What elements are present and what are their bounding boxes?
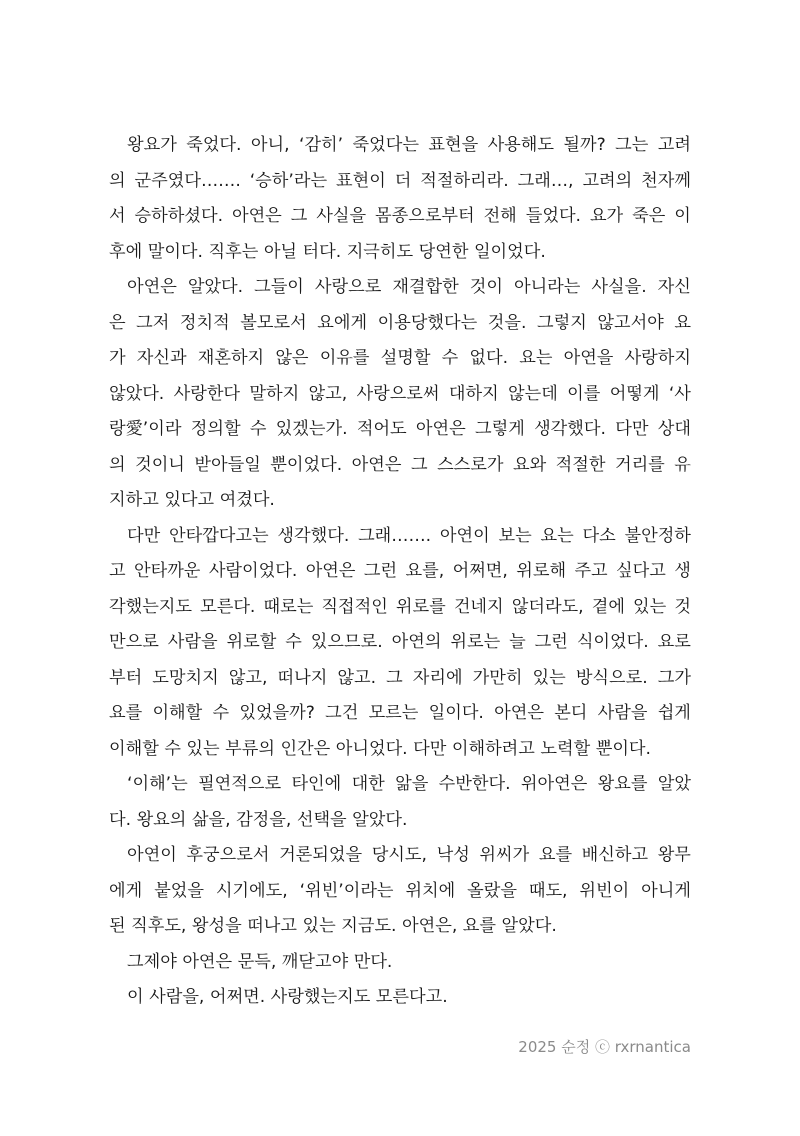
word: 다. xyxy=(109,809,132,830)
word: ‘사 xyxy=(668,383,691,404)
word: 왕성을 xyxy=(191,916,242,936)
word: 받아들일 xyxy=(194,454,261,475)
word: 그 xyxy=(410,454,428,475)
word: 부류의 xyxy=(225,738,275,759)
word: 떠나고 xyxy=(247,916,298,936)
word: 않고, xyxy=(308,383,348,404)
word: 그런 xyxy=(363,561,398,581)
word: 아연의 xyxy=(391,632,442,652)
word: 사람을 xyxy=(167,632,218,652)
word: 죽었다는 xyxy=(352,135,419,155)
word: 있는 xyxy=(302,916,336,936)
word: 가만히 xyxy=(472,667,523,688)
word: 수반한다. xyxy=(438,774,511,794)
text-line xyxy=(109,980,691,1016)
word: 아니었다. xyxy=(335,738,408,759)
word: 곁에 xyxy=(591,596,625,617)
text-line xyxy=(109,164,691,200)
word: 적절하리라. xyxy=(420,170,509,191)
word: 이 xyxy=(674,206,691,226)
text-line xyxy=(109,483,691,519)
word: 위로할 xyxy=(226,632,277,652)
word: 그런 xyxy=(534,632,568,652)
word: 그저 xyxy=(136,312,170,333)
word: 랑愛’이라 xyxy=(109,419,182,439)
text-line xyxy=(109,696,691,732)
word: 생 xyxy=(674,561,691,581)
word: 왕요를 xyxy=(597,774,648,794)
word: 이용당했다는 xyxy=(377,312,478,333)
word: 전해 xyxy=(483,206,517,226)
word: 식이었다. xyxy=(576,632,649,652)
word: 인간은 xyxy=(280,738,331,759)
word: 사랑한다 xyxy=(173,383,241,404)
text-line xyxy=(109,270,691,306)
word: 위씨가 xyxy=(479,845,530,865)
word: 그들이 xyxy=(254,277,304,297)
word: 그건 xyxy=(325,703,359,723)
word: 이해할 xyxy=(152,703,203,723)
word: 선택을 xyxy=(296,809,347,830)
text-line xyxy=(109,945,691,981)
word: 이해하려고 xyxy=(451,738,535,759)
word: 왕요의 xyxy=(136,809,187,830)
word: 이 xyxy=(127,987,144,1007)
word: 그 xyxy=(386,667,403,688)
word: 그래…, xyxy=(517,170,574,191)
word: 사실을 xyxy=(316,206,367,226)
word: 않고. xyxy=(337,667,377,688)
word: 대하지 xyxy=(448,383,499,404)
word: 때도, xyxy=(528,880,568,901)
word: 일이었다. xyxy=(473,241,546,262)
word: 생각했다. xyxy=(277,525,350,546)
word: 직접적인 xyxy=(321,596,388,617)
word: 아연은 xyxy=(305,561,356,581)
word: 때로는 xyxy=(263,596,314,617)
text-line xyxy=(109,306,691,342)
word: 요에게 xyxy=(317,312,368,333)
word: 알았다. xyxy=(187,277,244,297)
text-line xyxy=(109,767,691,803)
word: 불안정하 xyxy=(624,525,691,546)
word: 유 xyxy=(674,454,691,475)
word: 사랑으로 xyxy=(314,277,382,297)
word: ‘승하’라는 xyxy=(249,170,328,191)
text-line xyxy=(109,412,691,448)
word: 붙었을 xyxy=(154,880,204,901)
text-line xyxy=(109,625,691,661)
word: 만으로 xyxy=(109,632,159,652)
word: 요를 xyxy=(462,916,497,936)
copyright-footer: 2025 순정 ⓒ rxrnantica xyxy=(518,1038,691,1056)
word: 아연은 xyxy=(127,277,177,297)
word: 것이니 xyxy=(135,454,185,475)
word: 그래……. xyxy=(358,525,432,546)
text-line xyxy=(109,128,691,164)
word: 자신과 xyxy=(136,348,187,368)
word: 여겼다. xyxy=(219,490,275,510)
word: 재혼하지 xyxy=(197,348,265,368)
word: 있는 xyxy=(186,738,220,759)
word: 지금도. xyxy=(341,916,397,936)
word: 사랑하지 xyxy=(624,348,691,368)
word: ‘이해’는 xyxy=(127,774,188,794)
word: 스스로가 xyxy=(437,454,504,475)
word: 아연은 xyxy=(231,206,282,226)
word: 이해할 xyxy=(109,738,159,759)
word: 재결합한 xyxy=(392,277,459,297)
word: 몸종으로부터 xyxy=(375,206,475,226)
text-line xyxy=(109,448,691,484)
word: 안타깝다고는 xyxy=(169,525,269,546)
word: 볼모로서 xyxy=(240,312,307,333)
word: 위로를 xyxy=(395,596,446,617)
word: 싶다고 xyxy=(616,561,666,581)
word: 뿐이다. xyxy=(595,738,651,759)
word: 어쩌면, xyxy=(452,561,508,581)
word: 이유를 xyxy=(319,348,370,368)
word: 사람이었다. xyxy=(208,561,298,581)
word: 있는 xyxy=(633,596,667,617)
word: 의 xyxy=(109,454,126,475)
word: 표현을 xyxy=(428,135,479,155)
word: 보는 xyxy=(498,525,532,546)
word: 배신하고 xyxy=(581,845,649,865)
word: 들었다. xyxy=(525,206,582,226)
word: 왕무 xyxy=(657,845,691,865)
word: 그는 xyxy=(615,135,649,155)
word: 후에 xyxy=(109,241,143,262)
word: 수 xyxy=(212,703,230,723)
body-text xyxy=(109,128,691,1016)
word: 필연적으로 xyxy=(198,774,282,794)
text-line xyxy=(109,235,691,271)
word: 가 xyxy=(109,348,126,368)
word: 수 xyxy=(249,419,267,439)
word: 아연은 xyxy=(182,951,233,972)
word: 생각했다. xyxy=(534,419,606,439)
word: 부터 xyxy=(109,667,143,688)
word: 다소 xyxy=(582,525,616,546)
word: 않고, xyxy=(228,667,268,688)
word: 지극히도 xyxy=(346,241,414,262)
word: 늘 xyxy=(509,632,526,652)
word: 아연은 xyxy=(351,454,402,475)
word: 알았다. xyxy=(501,916,557,936)
word: 왕요가 xyxy=(127,135,177,155)
word: 도망치지 xyxy=(152,667,219,688)
word: 모른다. xyxy=(200,596,256,617)
text-line xyxy=(109,199,691,235)
word: 있었을까? xyxy=(239,703,315,723)
word: ‘감히’ xyxy=(298,135,344,155)
word: 없다. xyxy=(469,348,509,368)
word: 그제야 xyxy=(127,951,177,972)
word: 상대 xyxy=(657,419,691,439)
word: 에게 xyxy=(109,880,143,901)
word: 적절한 xyxy=(555,454,606,475)
word: 고 xyxy=(109,561,126,581)
word: 위아연은 xyxy=(520,774,588,794)
word: 그 xyxy=(290,206,308,226)
word: 않은 xyxy=(275,348,309,368)
word: 될까? xyxy=(563,135,606,155)
word: 수 xyxy=(164,738,181,759)
word: 직후는 xyxy=(208,241,259,262)
word: 사랑으로써 xyxy=(356,383,440,404)
word: 않더라도, xyxy=(511,596,584,617)
text-line xyxy=(109,519,691,555)
word: 그렇지 xyxy=(537,312,587,333)
word: 표현이 xyxy=(335,170,386,191)
word: 의 xyxy=(109,170,126,191)
word: 떠나지 xyxy=(277,667,328,688)
word: 적어도 xyxy=(356,419,407,439)
word: 사랑했는지도 xyxy=(270,987,371,1007)
text-line xyxy=(109,341,691,377)
word: 다만 xyxy=(127,525,161,546)
word: 당연한 xyxy=(418,241,469,262)
word: 거리를 xyxy=(614,454,665,475)
word: 아연이 xyxy=(439,525,490,546)
word: 당시도, xyxy=(371,845,427,865)
word: 있다고 xyxy=(164,490,215,510)
word: 타인에 xyxy=(291,774,342,794)
text-line xyxy=(109,909,691,945)
word: 알았 xyxy=(657,774,691,794)
word: 건네지 xyxy=(453,596,504,617)
word: 더 xyxy=(394,170,412,191)
word: 일이다. xyxy=(428,703,484,723)
word: 올랐을 xyxy=(467,880,517,901)
word: 알았다. xyxy=(352,809,408,830)
word: 말이다. xyxy=(147,241,203,262)
word: 어쩌면. xyxy=(209,987,266,1007)
word: 사용해도 xyxy=(487,135,554,155)
word: 아니, xyxy=(250,135,290,155)
word: 설명할 xyxy=(380,348,431,368)
word: 있으므로. xyxy=(310,632,383,652)
word: 다만 xyxy=(615,419,649,439)
word: 것 xyxy=(674,596,691,617)
word: 고려의 xyxy=(582,170,633,191)
word: 본디 xyxy=(554,703,588,723)
word: 요는 xyxy=(540,525,574,546)
word: 위로해 xyxy=(516,561,567,581)
word: 주고 xyxy=(574,561,608,581)
text-line xyxy=(109,838,691,874)
word: 요가 xyxy=(589,206,624,226)
word: 말하지 xyxy=(249,383,300,404)
word: 깨닫고야 xyxy=(281,951,349,972)
word: 안타까운 xyxy=(134,561,201,581)
word: 천자께 xyxy=(641,170,691,191)
word: 않는데 xyxy=(508,383,558,404)
word: 그렇게 xyxy=(475,419,525,439)
word: 각했는지도 xyxy=(109,596,193,617)
word: 낙성 xyxy=(436,845,470,865)
word: 위빈이 xyxy=(579,880,630,901)
word: ‘위빈’이라는 xyxy=(299,880,394,901)
text-line xyxy=(109,590,691,626)
word: 아니게 xyxy=(641,880,691,901)
word: 않고서야 xyxy=(597,312,664,333)
word: 후궁으로서 xyxy=(186,845,270,865)
word: 있겠는가. xyxy=(275,419,348,439)
word: 노력할 xyxy=(540,738,591,759)
word: 않았다. xyxy=(109,383,165,404)
text-line xyxy=(109,377,691,413)
word: 쉽게 xyxy=(657,703,691,723)
word: 거론되었을 xyxy=(279,845,363,865)
word: 된 xyxy=(109,916,126,936)
word: 수 xyxy=(441,348,459,368)
word: 어떻게 xyxy=(609,383,660,404)
word: 앎을 xyxy=(395,774,429,794)
word: 터다. xyxy=(302,241,342,262)
word: 모르는 xyxy=(368,703,419,723)
word: 사실을. xyxy=(591,277,647,297)
word: 요를 xyxy=(538,845,573,865)
word: 요로 xyxy=(657,632,691,652)
word: 모른다고. xyxy=(375,987,448,1007)
word: 시기에도, xyxy=(215,880,288,901)
word: 요와 xyxy=(512,454,547,475)
word: 위로는 xyxy=(450,632,501,652)
word: 고려 xyxy=(657,135,691,155)
word: 뿐이었다. xyxy=(270,454,343,475)
word: 자신 xyxy=(657,277,691,297)
text-line xyxy=(109,661,691,697)
word: 것을. xyxy=(487,312,527,333)
word: 죽은 xyxy=(632,206,666,226)
word: 만다. xyxy=(353,951,393,972)
word: 군주였다……. xyxy=(134,170,241,191)
word: 사람을, xyxy=(149,987,205,1007)
word: 아연은 xyxy=(494,703,544,723)
word: 아니라는 xyxy=(513,277,581,297)
word: 서 xyxy=(109,206,126,226)
word: 직후도, xyxy=(131,916,187,936)
word: 수 xyxy=(285,632,302,652)
word: 아연을 xyxy=(563,348,614,368)
word: 사람을 xyxy=(597,703,648,723)
word: 감정을, xyxy=(236,809,292,830)
word: 그가 xyxy=(657,667,691,688)
word: 위치에 xyxy=(405,880,456,901)
word: 아연은 xyxy=(415,419,466,439)
word: 요는 xyxy=(519,348,553,368)
word: 자리에 xyxy=(412,667,463,688)
word: 요를, xyxy=(405,561,445,581)
word: 문득, xyxy=(237,951,277,972)
text-line xyxy=(109,732,691,768)
word: 승하하셨다. xyxy=(134,206,224,226)
word: 죽었다. xyxy=(186,135,242,155)
word: 이를 xyxy=(567,383,601,404)
word: 아연은, xyxy=(402,916,458,936)
text-line xyxy=(109,803,691,839)
word: 삶을, xyxy=(191,809,231,830)
word: 아연이 xyxy=(127,845,177,865)
text-line xyxy=(109,554,691,590)
text-line xyxy=(109,874,691,910)
word: 있는 xyxy=(532,667,566,688)
word: 요를 xyxy=(109,703,143,723)
word: 은 xyxy=(109,312,126,333)
word: 대한 xyxy=(351,774,385,794)
word: 정치적 xyxy=(179,312,230,333)
word: 정의할 xyxy=(190,419,241,439)
word: 것이 xyxy=(469,277,503,297)
word: 다만 xyxy=(413,738,447,759)
word: 방식으로. xyxy=(575,667,648,688)
word: 아닐 xyxy=(263,241,298,262)
word: 지하고 xyxy=(109,490,159,510)
word: 요 xyxy=(674,312,691,333)
